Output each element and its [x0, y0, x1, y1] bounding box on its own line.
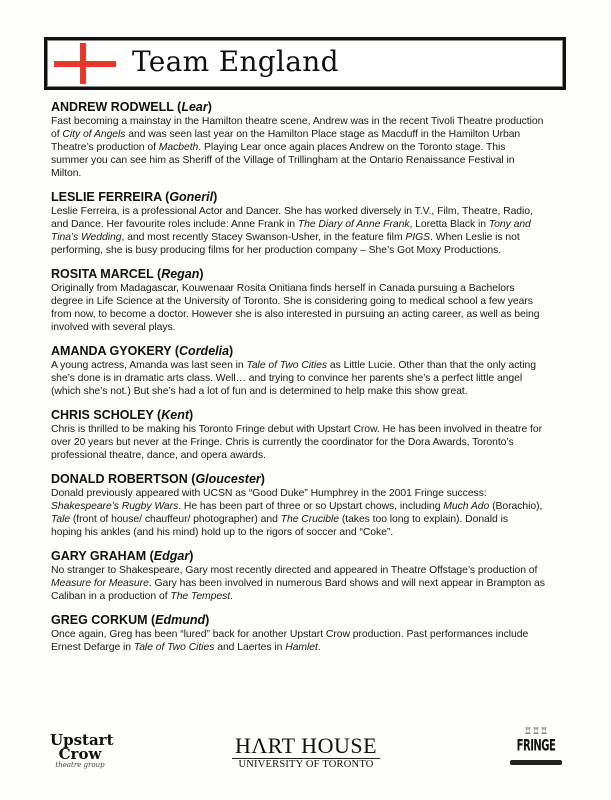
bio-text-line — [51, 590, 571, 603]
paren-close: ) — [229, 344, 234, 358]
bio-text: (front of house/ chauffeur/ photographer) and — [70, 514, 281, 525]
bio-text: , Loretta Black in — [409, 219, 489, 230]
cast-bio — [51, 613, 571, 654]
title-reference: The Tempest — [170, 591, 231, 602]
bio-text: and was seen last year on the Hamilton Place stage as Macduff in the Hamilton Urban — [125, 129, 521, 140]
title-reference: Hamlet — [285, 642, 318, 653]
bio-text-line — [51, 231, 571, 244]
paren-close: ) — [189, 408, 194, 422]
bio-text-line — [51, 526, 571, 539]
upstart-crow-logo — [50, 731, 114, 769]
paren-close: ) — [260, 472, 265, 486]
bio-text: performing, she is busy producing films for her production company – She’s Got Moxy Productions. — [51, 245, 502, 256]
bio-text: . He has been part of three or so Upstart chows, including — [178, 501, 444, 512]
paren-open: ( — [161, 190, 170, 204]
bio-text: (takes too long to explain). Donald is — [338, 514, 508, 525]
bio-text: professional theatre, dance, and opera awards. — [51, 450, 266, 461]
paren-close: ) — [207, 100, 212, 114]
title-reference: The Crucible — [280, 514, 339, 525]
bio-text: Ernest Defarge in — [51, 642, 134, 653]
upstart-crow-logo-line1: Upstart — [50, 731, 114, 749]
bio-text: she’s done is in dramatic arts class. Well… and trying to convince her parents she’s a perfect little angel — [51, 373, 523, 384]
st-george-cross-icon — [54, 43, 116, 84]
title-reference: Tale — [51, 514, 71, 525]
bio-text: Leslie Ferreira, is a professional Actor and Dancer. She has worked diversely in T.V., Film, Theatre, Radio, — [51, 206, 533, 217]
title-reference: Tina’s Wedding — [51, 232, 122, 243]
paren-close: ) — [205, 613, 210, 627]
bio-text-line — [51, 359, 571, 372]
bio-text-line — [51, 295, 571, 308]
bio-text-line — [51, 385, 571, 398]
cast-bio — [51, 549, 571, 603]
hart-house-logo — [232, 735, 380, 771]
paren-close: ) — [213, 190, 218, 204]
bio-text: hoping his ankles (and his mind) hold up to the rigors of soccer and “Coke”. — [51, 527, 394, 538]
cast-bio — [51, 100, 571, 180]
paren-close: ) — [199, 267, 204, 281]
bio-text: Chris is thrilled to be making his Toronto Fringe debut with Upstart Crow. He has been involved in theatre for — [51, 424, 542, 435]
character-role: Kent — [161, 408, 189, 422]
character-role: Edmund — [155, 613, 206, 627]
title-banner — [44, 37, 566, 90]
title-reference: Tale of Two Cities — [246, 360, 328, 371]
ribbon-icon — [510, 760, 562, 765]
paren-open: ( — [153, 267, 162, 281]
bio-text-line — [51, 154, 571, 167]
bio-text: Once again, Greg has been “lured” back for another Upstart Crow production. Past performances include — [51, 629, 529, 640]
bio-text: involved with several plays. — [51, 322, 176, 333]
actor-name: ANDREW RODWELL — [51, 100, 174, 114]
cast-member-heading — [51, 100, 571, 115]
bio-text-line — [51, 513, 571, 526]
bio-text-line — [51, 577, 571, 590]
bio-text: A young actress, Amanda was last seen in — [51, 360, 247, 371]
sponsor-logos — [0, 725, 611, 795]
title-reference: Tony and — [488, 219, 531, 230]
actor-name: ROSITA MARCEL — [51, 267, 154, 281]
title-reference: Measure for Measure — [51, 578, 149, 589]
upstart-crow-logo-line2: Crow — [58, 745, 102, 763]
character-role: Gloucester — [195, 472, 261, 486]
title-reference: Much Ado — [443, 501, 490, 512]
bio-text: Donald previously appeared with UCSN as “Good Duke” Humphrey in the 2001 Fringe success: — [51, 488, 487, 499]
hart-house-logo-subtitle: UNIVERSITY OF TORONTO — [238, 759, 374, 770]
upstart-crow-logo-line3: theatre group — [55, 761, 105, 769]
cast-member-heading — [51, 549, 571, 564]
cast-bio — [51, 344, 571, 398]
bio-text: summer you can see him as Sheriff of the Village of Trillingham at the Ontario Renaissance Festival in — [51, 155, 515, 166]
title-reference: PIGS — [405, 232, 431, 243]
cast-bio — [51, 190, 571, 257]
cast-member-heading — [51, 408, 571, 423]
bio-text: Originally from Madagascar, Kouwenaar Rosita Onitiana finds herself in Canada pursuing a Bachelors — [51, 283, 515, 294]
title-reference: Shakespeare’s Rugby Wars — [51, 501, 179, 512]
bio-text: and Laertes in — [214, 642, 286, 653]
bio-text-line — [51, 244, 571, 257]
bio-text: and Dance. Her favourite roles include: Anne Frank in — [51, 219, 298, 230]
bio-text: as Little Lucie. Other than that the only acting — [327, 360, 536, 371]
cast-member-heading — [51, 613, 571, 628]
title-reference: City of Angels — [62, 129, 126, 140]
bio-text: Fast becoming a mainstay in the Hamilton theatre scene, Andrew was in the recent Tivoli Theatre production — [51, 116, 544, 127]
bio-text-line — [51, 141, 571, 154]
bio-text: (Borachio), — [489, 501, 543, 512]
character-role: Cordelia — [179, 344, 230, 358]
cross-vertical-bar — [80, 43, 86, 84]
title-reference: The Diary of Anne Frank — [297, 219, 410, 230]
paren-close: ) — [189, 549, 194, 563]
bio-text-line — [51, 436, 571, 449]
actor-name: GARY GRAHAM — [51, 549, 147, 563]
cast-member-heading — [51, 344, 571, 359]
character-role: Goneril — [169, 190, 214, 204]
bio-text: Caliban in a production of — [51, 591, 171, 602]
crown-icon: ♖♖♖ — [523, 726, 549, 736]
bio-text-line — [51, 628, 571, 641]
fringe-logo-word: FRINGE — [516, 737, 556, 756]
paren-open: ( — [146, 549, 154, 563]
bio-text: (which she’s not.) But she’s had a lot of fun and is determined to help make this show great. — [51, 386, 468, 397]
bio-text: , and most recently Stacey Swanson-Usher, in the feature film — [121, 232, 406, 243]
paren-open: ( — [147, 613, 156, 627]
bio-text-line — [51, 449, 571, 462]
bio-text: . Playing Lear once again places Andrew on the Toronto stage. This — [198, 142, 506, 153]
cast-member-heading — [51, 190, 571, 205]
character-role: Regan — [161, 267, 200, 281]
actor-name: DONALD ROBERTSON — [51, 472, 188, 486]
bio-text: . — [230, 591, 233, 602]
cast-bio — [51, 408, 571, 462]
bio-text: . When Leslie is not — [430, 232, 520, 243]
bio-text-line — [51, 372, 571, 385]
bio-text: . Gary has been involved in numerous Bard shows and will next appear in Brampton as — [148, 578, 545, 589]
paren-open: ( — [187, 472, 196, 486]
bio-text: . — [317, 642, 321, 653]
bio-text-line — [51, 115, 571, 128]
actor-name: LESLIE FERREIRA — [51, 190, 162, 204]
bio-text-line — [51, 282, 571, 295]
bio-text: Milton. — [51, 168, 82, 179]
actor-name: CHRIS SCHOLEY — [51, 408, 154, 422]
cast-bios — [51, 100, 571, 664]
bio-text: degree in Life Science at the University of Toronto. She is considering going to medical school a few years — [51, 296, 533, 307]
paren-open: ( — [171, 344, 180, 358]
bio-text: of — [51, 129, 63, 140]
bio-text-line — [51, 218, 571, 231]
bio-text-line — [51, 308, 571, 321]
actor-name: AMANDA GYOKERY — [51, 344, 172, 358]
bio-text-line — [51, 500, 571, 513]
fringe-festival-logo — [508, 727, 564, 777]
bio-text: over 20 years but never at the Fringe. Chris is currently the coordinator for the Dora Awards, Toronto’s — [51, 437, 514, 448]
bio-text: from now, to become a doctor. However she is also interested in pursuing an acting career, as well as being — [51, 309, 540, 320]
paren-open: ( — [173, 100, 182, 114]
bio-text-line — [51, 423, 571, 436]
paren-open: ( — [153, 408, 162, 422]
bio-text-line — [51, 321, 571, 334]
bio-text: No stranger to Shakespeare, Gary most recently directed and appeared in Theatre Offstage’s production of — [51, 565, 538, 576]
bio-text-line — [51, 128, 571, 141]
bio-text-line — [51, 641, 571, 654]
hart-house-logo-name: HΛRT HOUSE — [232, 735, 380, 759]
actor-name: GREG CORKUM — [51, 613, 148, 627]
title-reference: Macbeth — [158, 142, 199, 153]
cast-member-heading — [51, 472, 571, 487]
bio-text-line — [51, 205, 571, 218]
bio-text-line — [51, 167, 571, 180]
title-reference: Tale of Two Cities — [133, 642, 215, 653]
page-title: Team England — [132, 45, 339, 78]
cast-bio — [51, 472, 571, 539]
character-role: Lear — [181, 100, 208, 114]
bio-text-line — [51, 564, 571, 577]
cast-bio — [51, 267, 571, 334]
bio-text-line — [51, 487, 571, 500]
bio-text: Theatre’s production of — [51, 142, 159, 153]
character-role: Edgar — [153, 549, 190, 563]
cast-member-heading — [51, 267, 571, 282]
